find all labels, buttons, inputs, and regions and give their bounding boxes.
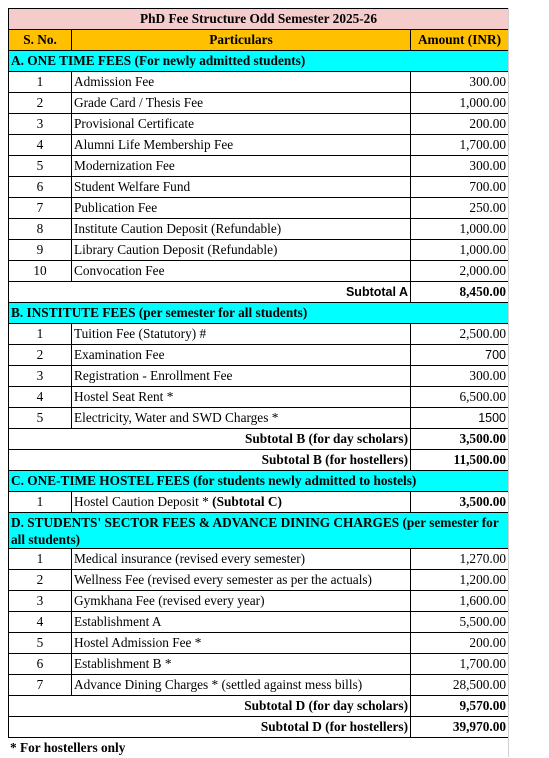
row-particular: Registration - Enrollment Fee [72,366,411,387]
row-sno: 1 [9,492,72,513]
table-row [9,261,509,282]
header-sno: S. No. [9,30,72,51]
fee-table [8,8,509,738]
table-row [9,219,509,240]
row-amount: 300.00 [411,72,509,93]
row-amount: 1500 [411,408,509,429]
table-row [9,177,509,198]
section-a-heading-row [9,51,509,72]
table-row [9,198,509,219]
row-sno: 2 [9,345,72,366]
subtotal-b-hostel-row [9,450,509,471]
table-row [9,492,509,513]
row-sno: 9 [9,240,72,261]
fee-structure-sheet [8,8,508,756]
header-row [9,30,509,51]
subtotal-d-hostel-amount: 39,970.00 [411,717,509,738]
row-sno: 4 [9,612,72,633]
row-amount: 300.00 [411,366,509,387]
row-amount: 2,500.00 [411,324,509,345]
row-sno: 7 [9,675,72,696]
table-row [9,93,509,114]
subtotal-d-day-amount: 9,570.00 [411,696,509,717]
row-particular: Institute Caution Deposit (Refundable) [72,219,411,240]
row-amount: 1,700.00 [411,654,509,675]
row-sno: 2 [9,570,72,591]
subtotal-a-amount: 8,450.00 [411,282,509,303]
row-amount: 700 [411,345,509,366]
table-row [9,114,509,135]
row-particular: Provisional Certificate [72,114,411,135]
row-amount: 1,000.00 [411,93,509,114]
row-sno: 3 [9,591,72,612]
row-particular: Modernization Fee [72,156,411,177]
section-c-heading-row [9,471,509,492]
subtotal-a-label: Subtotal A [9,282,411,303]
row-sno: 1 [9,324,72,345]
subtotal-a-row [9,282,509,303]
row-particular: Grade Card / Thesis Fee [72,93,411,114]
row-particular: Advance Dining Charges * (settled against mess bills) [72,675,411,696]
row-particular: Hostel Seat Rent * [72,387,411,408]
row-particular: Electricity, Water and SWD Charges * [72,408,411,429]
row-amount: 250.00 [411,198,509,219]
row-amount: 1,200.00 [411,570,509,591]
row-particular: Tuition Fee (Statutory) # [72,324,411,345]
table-row [9,654,509,675]
table-row [9,408,509,429]
row-particular: Establishment A [72,612,411,633]
subtotal-b-day-amount: 3,500.00 [411,429,509,450]
row-particular: Student Welfare Fund [72,177,411,198]
table-title: PhD Fee Structure Odd Semester 2025-26 [9,9,509,30]
subtotal-b-hostel-label: Subtotal B (for hostellers) [9,450,411,471]
row-particular: Medical insurance (revised every semester) [72,549,411,570]
row-sno: 10 [9,261,72,282]
row-particular: Alumni Life Membership Fee [72,135,411,156]
table-row [9,591,509,612]
row-particular: Gymkhana Fee (revised every year) [72,591,411,612]
row-particular: Publication Fee [72,198,411,219]
subtotal-d-day-row [9,696,509,717]
section-c-heading: C. ONE-TIME HOSTEL FEES (for students newly admitted to hostels) [9,471,509,492]
row-sno: 7 [9,198,72,219]
row-sno: 5 [9,633,72,654]
row-sno: 8 [9,219,72,240]
row-amount: 1,000.00 [411,240,509,261]
row-particular: Convocation Fee [72,261,411,282]
subtotal-b-day-row [9,429,509,450]
table-row [9,633,509,654]
row-amount: 1,270.00 [411,549,509,570]
table-row [9,156,509,177]
table-row [9,135,509,156]
row-particular-text: Hostel Caution Deposit * [74,494,213,509]
row-sno: 6 [9,177,72,198]
row-amount: 28,500.00 [411,675,509,696]
table-row [9,240,509,261]
row-amount: 200.00 [411,633,509,654]
row-amount: 200.00 [411,114,509,135]
row-particular: Admission Fee [72,72,411,93]
row-amount: 5,500.00 [411,612,509,633]
subtotal-c-amount: 3,500.00 [411,492,509,513]
subtotal-d-hostel-row [9,717,509,738]
table-row [9,345,509,366]
row-sno: 3 [9,366,72,387]
row-particular: Examination Fee [72,345,411,366]
table-row [9,675,509,696]
row-sno: 1 [9,549,72,570]
row-amount: 1,600.00 [411,591,509,612]
subtotal-d-day-label: Subtotal D (for day scholars) [9,696,411,717]
table-row [9,387,509,408]
footnote: * For hostellers only [10,740,126,755]
row-particular: Hostel Admission Fee * [72,633,411,654]
section-d-heading-row [9,513,509,549]
header-particulars: Particulars [72,30,411,51]
header-amount: Amount (INR) [411,30,509,51]
row-particular [72,492,411,513]
section-a-heading: A. ONE TIME FEES (For newly admitted students) [9,51,509,72]
row-sno: 4 [9,135,72,156]
row-sno: 3 [9,114,72,135]
row-amount: 2,000.00 [411,261,509,282]
table-row [9,549,509,570]
row-amount: 6,500.00 [411,387,509,408]
row-amount: 300.00 [411,156,509,177]
row-sno: 6 [9,654,72,675]
row-particular: Library Caution Deposit (Refundable) [72,240,411,261]
row-amount: 1,000.00 [411,219,509,240]
table-row [9,72,509,93]
subtotal-c-label: (Subtotal C) [212,494,282,509]
section-d-heading: D. STUDENTS' SECTOR FEES & ADVANCE DINING CHARGES (per semester for all students) [9,513,509,549]
section-b-heading: B. INSTITUTE FEES (per semester for all students) [9,303,509,324]
row-particular: Establishment B * [72,654,411,675]
row-sno: 1 [9,72,72,93]
table-row [9,366,509,387]
row-sno: 2 [9,93,72,114]
section-b-heading-row [9,303,509,324]
table-row [9,570,509,591]
row-amount: 1,700.00 [411,135,509,156]
row-sno: 5 [9,408,72,429]
row-sno: 4 [9,387,72,408]
table-row [9,612,509,633]
subtotal-b-day-label: Subtotal B (for day scholars) [9,429,411,450]
row-particular: Wellness Fee (revised every semester as per the actuals) [72,570,411,591]
row-sno: 5 [9,156,72,177]
title-row [9,9,509,30]
subtotal-b-hostel-amount: 11,500.00 [411,450,509,471]
subtotal-d-hostel-label: Subtotal D (for hostellers) [9,717,411,738]
row-amount: 700.00 [411,177,509,198]
sheet-gridline [508,8,509,757]
table-row [9,324,509,345]
